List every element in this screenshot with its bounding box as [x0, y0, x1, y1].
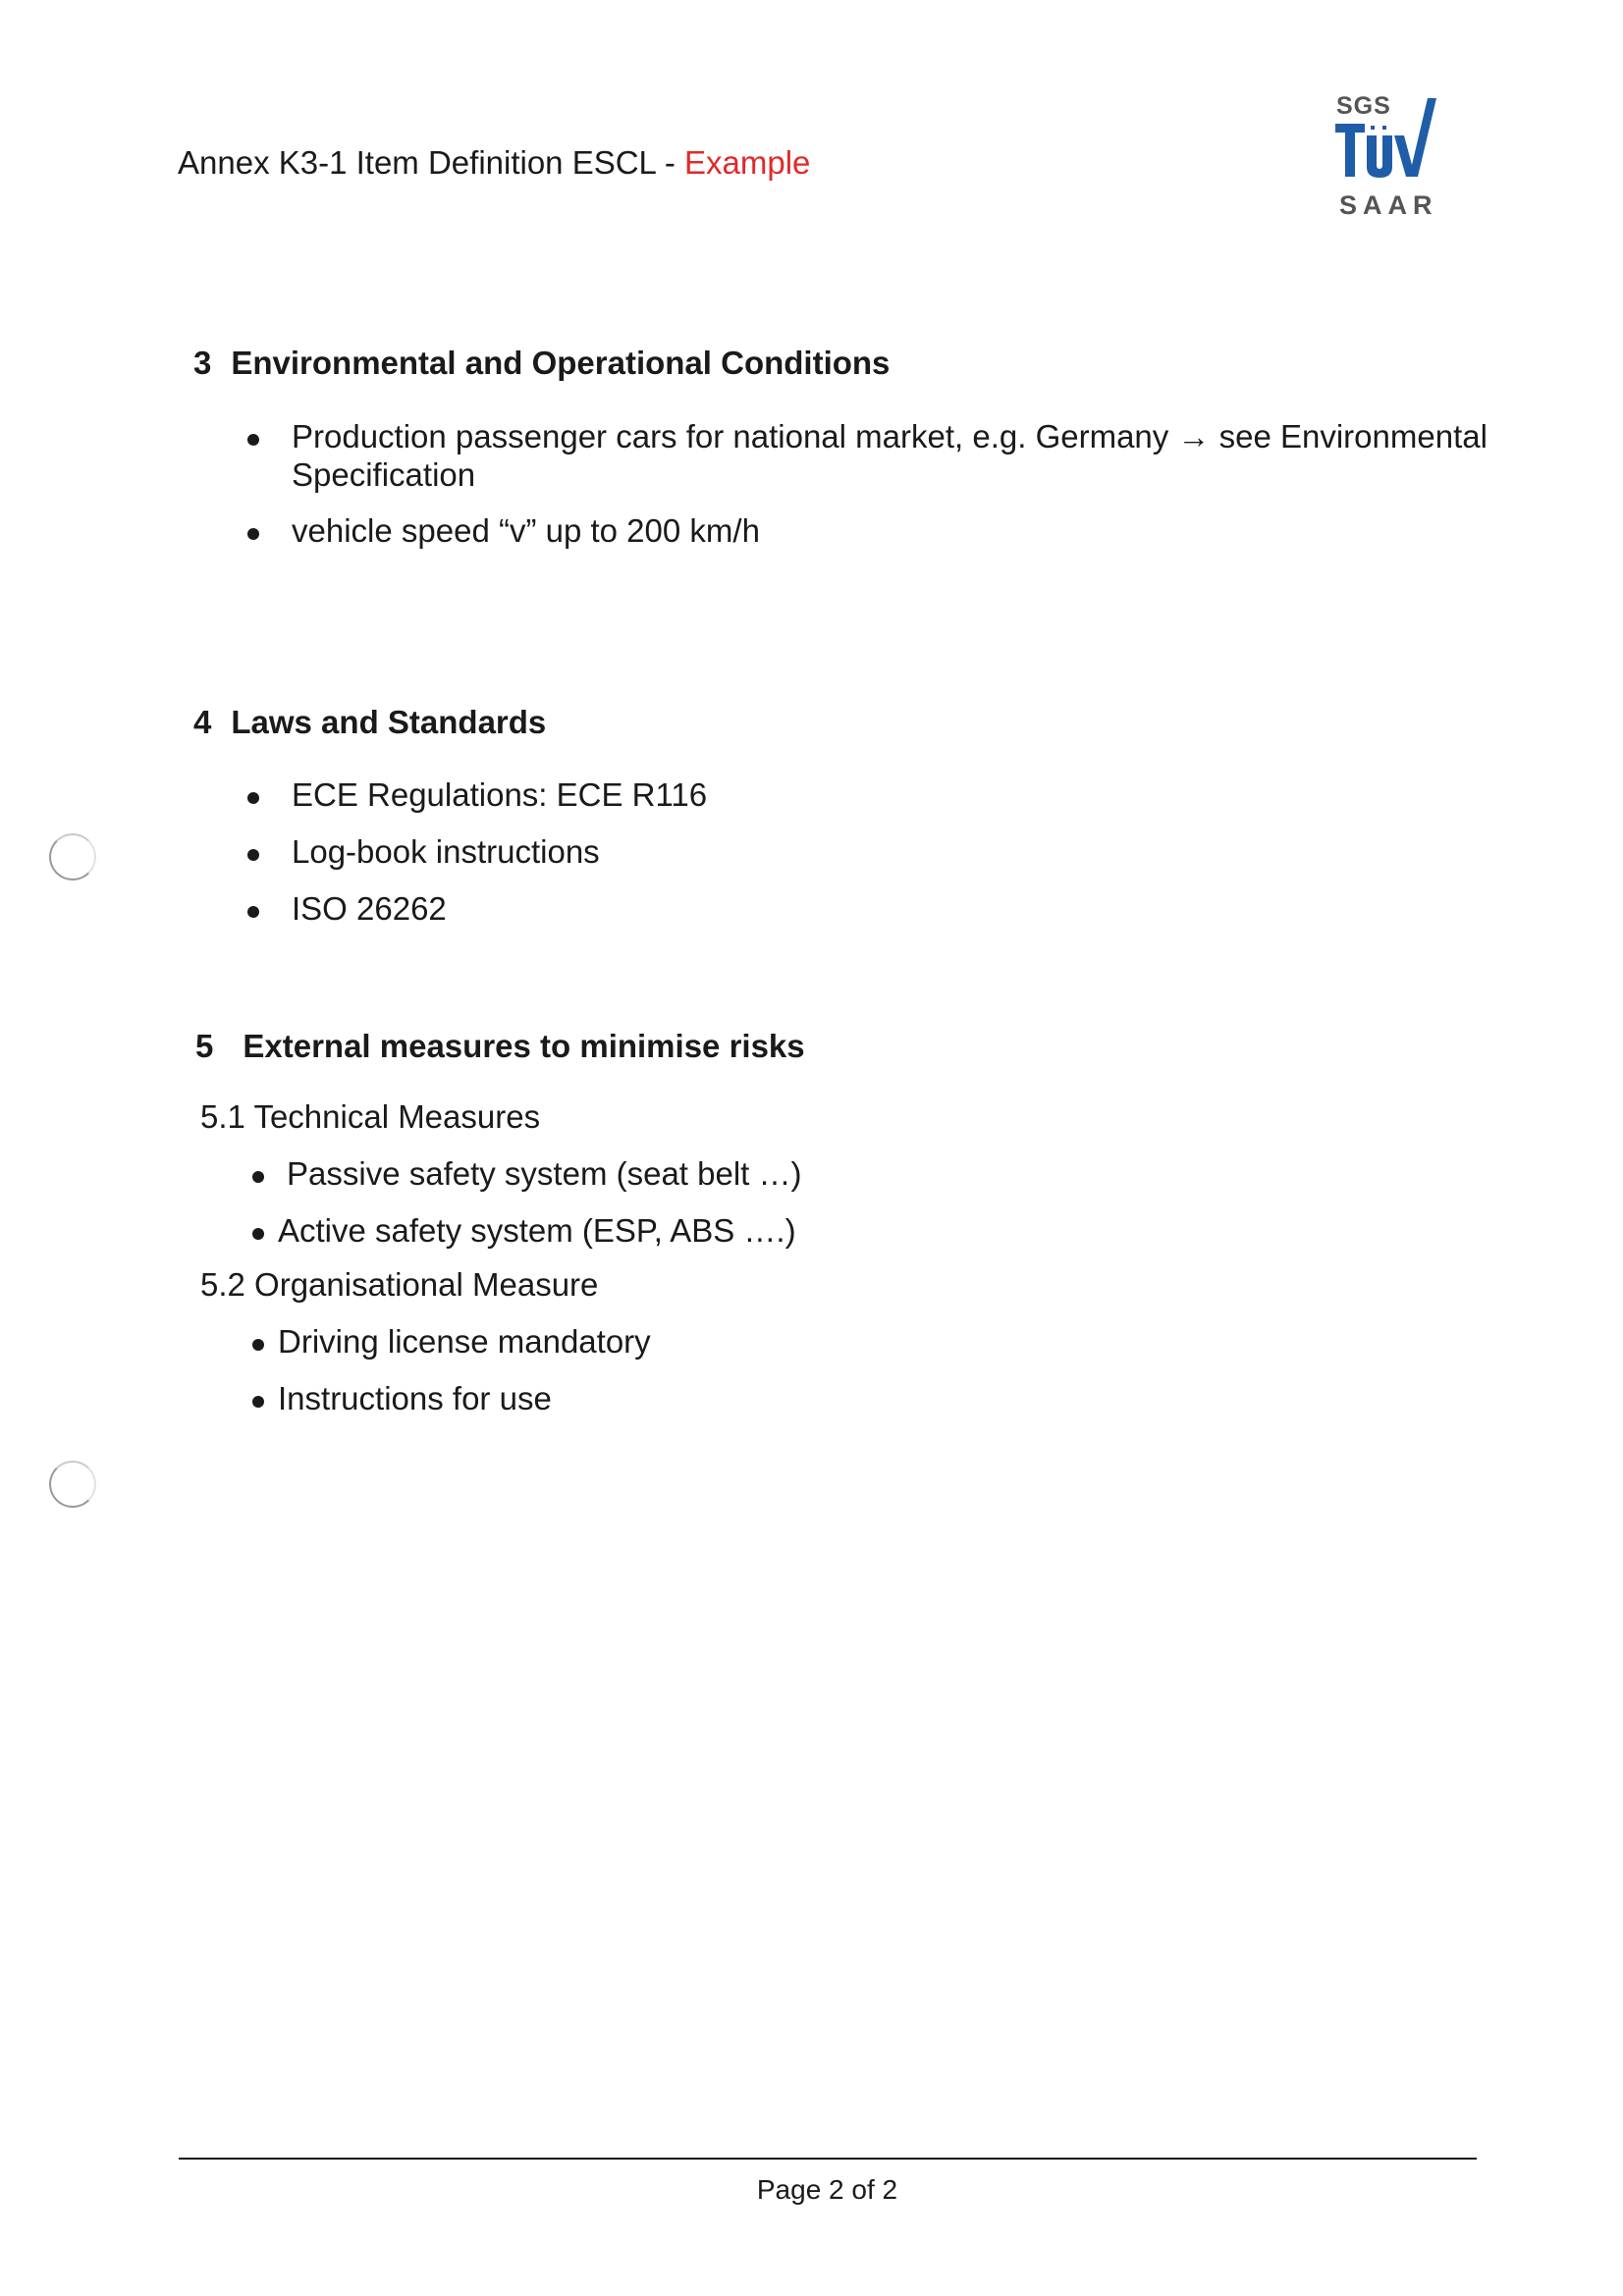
section-5-title: External measures to minimise risks [243, 1028, 805, 1064]
list-item: Driving license mandatory [278, 1323, 651, 1360]
bullet-icon [247, 792, 259, 804]
list-item: Passive safety system (seat belt …) [287, 1155, 802, 1192]
section-5-number: 5 [195, 1028, 214, 1064]
bullet-icon [247, 434, 259, 446]
subsection-5-1-title: 5.1 Technical Measures [200, 1098, 541, 1135]
page-number: Page 2 of 2 [756, 2174, 898, 2205]
section-3-number: 3 [193, 345, 212, 381]
bullet-icon [252, 1339, 264, 1351]
header-title-accent: Example [684, 144, 811, 181]
logo-bottom-text: SAAR [1339, 190, 1438, 220]
tuv-saar-logo [1333, 88, 1471, 226]
logo-top-text: SGS [1336, 92, 1391, 120]
document-header-title [178, 143, 810, 183]
section-3-heading [193, 344, 890, 383]
section-4-number: 4 [193, 704, 212, 740]
list-item: Log-book instructions [292, 833, 600, 870]
list-item: Active safety system (ESP, ABS ….) [278, 1212, 796, 1249]
bullet-icon [247, 849, 259, 861]
punch-hole [49, 833, 96, 881]
punch-hole [49, 1461, 96, 1508]
list-item: Production passenger cars for national market, e.g. Germany → see Environmental [292, 418, 1488, 454]
subsection-5-2-title: 5.2 Organisational Measure [200, 1266, 599, 1303]
list-item: Instructions for use [278, 1380, 552, 1416]
list-item: ECE Regulations: ECE R116 [292, 776, 708, 813]
list-item: ISO 26262 [292, 890, 447, 927]
header-title-main: Annex K3-1 Item Definition ESCL - [178, 144, 685, 181]
section-4-title: Laws and Standards [231, 704, 547, 740]
bullet-icon [252, 1171, 264, 1183]
list-item-continuation: Specification [292, 456, 476, 493]
bullet-icon [252, 1396, 264, 1408]
section-5-heading [195, 1027, 805, 1066]
footer-divider [179, 2158, 1477, 2160]
section-4-heading [193, 703, 546, 742]
bullet-icon [247, 528, 259, 540]
bullet-icon [247, 906, 259, 918]
list-item: vehicle speed “v” up to 200 km/h [292, 512, 760, 549]
section-3-title: Environmental and Operational Conditions [231, 345, 891, 381]
bullet-icon [252, 1228, 264, 1240]
